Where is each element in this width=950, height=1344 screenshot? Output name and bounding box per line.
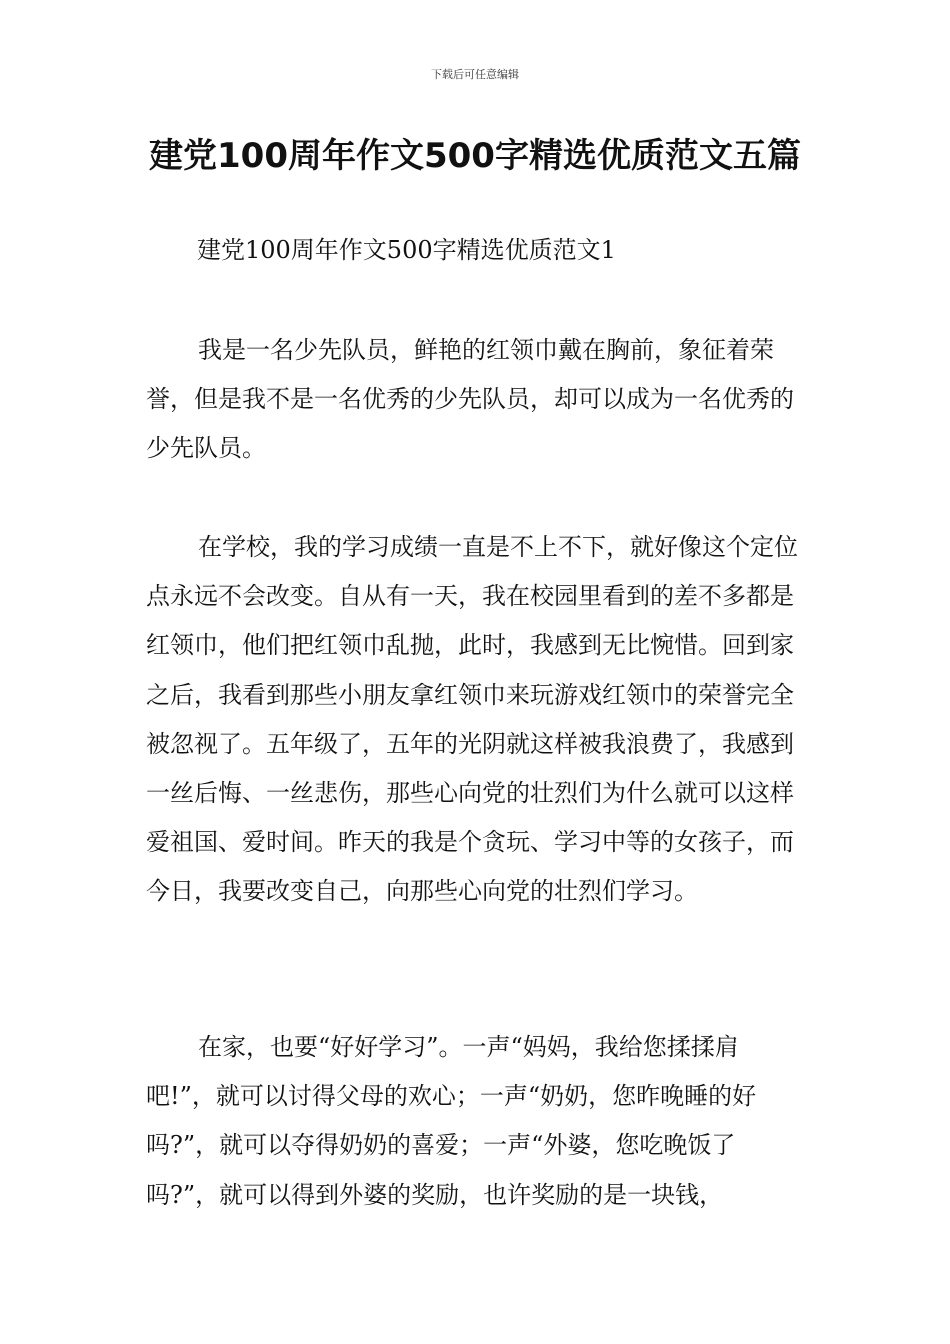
page-header-note: 下载后可任意编辑	[431, 68, 519, 81]
document-subtitle: 建党100周年作文500字精选优质范文1	[197, 236, 616, 264]
paragraph-3: 在家，也要“好好学习”。一声“妈妈，我给您揉揉肩吧!”，就可以讨得父母的欢心；一声“奶奶，您昨晚睡的好吗?”，就可以夺得奶奶的喜爱；一声“外婆，您吃晚饭了吗?”，就可以得到外婆的奖励，也许奖励的是一块钱，	[146, 1033, 757, 1209]
paragraph-2: 在学校，我的学习成绩一直是不上不下，就好像这个定位点永远不会改变。自从有一天，我在校园里看到的差不多都是红领巾，他们把红领巾乱抛，此时，我感到无比惋惜。回到家之后，我看到那些小朋友拿红领巾来玩游戏红领巾的荣誉完全被忽视了。五年级了，五年的光阴就这样被我浪费了，我感到一丝后悔、一丝悲伤，那些心向党的壮烈们为什么就可以这样爱祖国、爱时间。昨天的我是个贪玩、学习中等的女孩子，而今日，我要改变自己，向那些心向党的壮烈们学习。	[146, 533, 798, 906]
paragraph-1: 我是一名少先队员，鲜艳的红领巾戴在胸前，象征着荣誉，但是我不是一名优秀的少先队员，却可以成为一名优秀的少先队员。	[146, 336, 794, 463]
document-title: 建党100周年作文500字精选优质范文五篇	[149, 136, 801, 176]
